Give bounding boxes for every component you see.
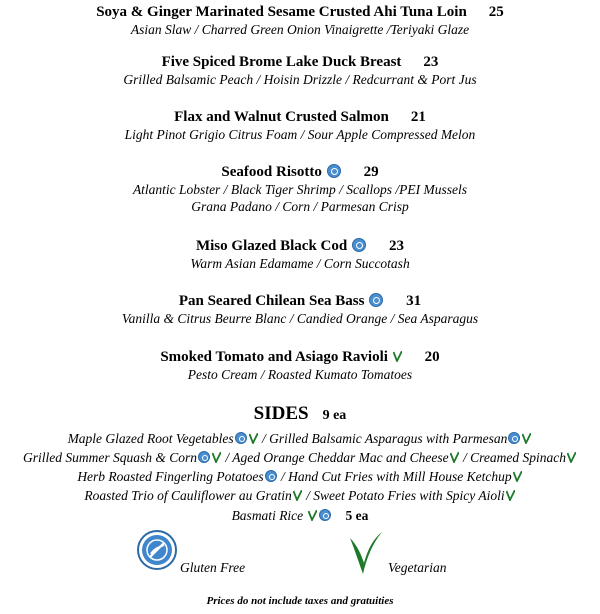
gluten-free-icon [369, 293, 383, 307]
sides-line-1 [0, 430, 600, 447]
vegetarian-icon [567, 452, 576, 463]
item-price: 29 [363, 164, 379, 180]
item-price: 23 [423, 54, 439, 70]
item-description: Warm Asian Edamame / Corn Succotash [190, 256, 410, 271]
item-name: Miso Glazed Black Cod [195, 238, 348, 254]
item-description: Asian Slaw / Charred Green Onion Vinaigrette /Teriyaki Glaze [130, 22, 470, 37]
menu-item-ravioli [0, 348, 600, 383]
item-price: 23 [389, 238, 404, 254]
vegetarian-icon [293, 490, 302, 501]
gluten-free-badge-icon [137, 530, 177, 570]
item-price: 21 [410, 109, 426, 125]
vegetarian-legend-label: Vegetarian [388, 560, 447, 575]
gluten-free-icon [235, 432, 247, 444]
item-name: Flax and Walnut Crusted Salmon [174, 109, 389, 125]
side-item: Maple Glazed Root Vegetables [67, 431, 234, 446]
sides-line-3 [0, 468, 600, 485]
vegetarian-icon [212, 452, 221, 463]
sides-price: 9 ea [322, 408, 347, 423]
item-name: Seafood Risotto [221, 164, 322, 180]
item-name: Smoked Tomato and Asiago Ravioli [160, 349, 388, 365]
menu-item-duck [0, 53, 600, 88]
vegetarian-icon [450, 452, 459, 463]
item-description: Pesto Cream / Roasted Kumato Tomatoes [187, 367, 413, 382]
side-item: / Sweet Potato Fries with Spicy Aioli [302, 488, 505, 503]
menu-item-sea-bass [0, 292, 600, 327]
vegetarian-icon [393, 351, 402, 362]
gluten-free-icon [265, 470, 277, 482]
item-name: Five Spiced Brome Lake Duck Breast [161, 54, 402, 70]
side-price: 5 ea [345, 508, 369, 523]
side-item: / Creamed Spinach [459, 450, 566, 465]
sides-title: SIDES [253, 403, 309, 424]
item-description: Atlantic Lobster / Black Tiger Shrimp / Scallops /PEI Mussels [132, 182, 468, 197]
item-description: Grana Padano / Corn / Parmesan Crisp [191, 199, 409, 214]
side-item: / Hand Cut Fries with Mill House Ketchup [277, 469, 512, 484]
item-description: Grilled Balsamic Peach / Hoisin Drizzle / Redcurrant & Port Jus [123, 72, 477, 87]
side-item: / Grilled Balsamic Asparagus with Parmesan [258, 431, 508, 446]
item-price: 25 [488, 4, 504, 20]
menu-item-tuna [0, 3, 600, 38]
vegetarian-icon [249, 433, 258, 444]
side-item: / Aged Orange Cheddar Mac and Cheese [222, 450, 449, 465]
side-item: Grilled Summer Squash & Corn [23, 450, 198, 465]
gluten-free-icon [319, 509, 331, 521]
vegetarian-legend-icon [348, 530, 384, 576]
sides-line-4 [0, 487, 600, 504]
item-description: Light Pinot Grigio Citrus Foam / Sour Apple Compressed Melon [124, 127, 476, 142]
menu-item-risotto [0, 163, 600, 215]
gluten-free-icon [327, 164, 341, 178]
side-item: Roasted Trio of Cauliflower au Gratin [84, 488, 292, 503]
side-item: Herb Roasted Fingerling Potatoes [77, 469, 264, 484]
gluten-free-legend-label: Gluten Free [180, 560, 246, 575]
item-name: Pan Seared Chilean Sea Bass [178, 293, 365, 309]
menu-item-cod [0, 237, 600, 272]
vegetarian-icon [513, 471, 522, 482]
item-description: Vanilla & Citrus Beurre Blanc / Candied Orange / Sea Asparagus [121, 311, 479, 326]
gluten-free-icon [508, 432, 520, 444]
gluten-free-icon [198, 451, 210, 463]
vegetarian-icon [522, 433, 531, 444]
vegetarian-icon [506, 490, 515, 501]
item-price: 20 [424, 349, 440, 365]
item-price: 31 [406, 293, 422, 309]
footer-note: Prices do not include taxes and gratuities [206, 595, 394, 607]
sides-line-2 [0, 449, 600, 466]
sides-line-5 [0, 507, 600, 524]
side-item: Basmati Rice [231, 508, 304, 523]
sides-heading [0, 403, 600, 425]
gluten-free-icon [352, 238, 366, 252]
item-name: Soya & Ginger Marinated Sesame Crusted Ahi Tuna Loin [96, 4, 467, 20]
menu-item-salmon [0, 108, 600, 143]
vegetarian-icon [308, 510, 317, 521]
